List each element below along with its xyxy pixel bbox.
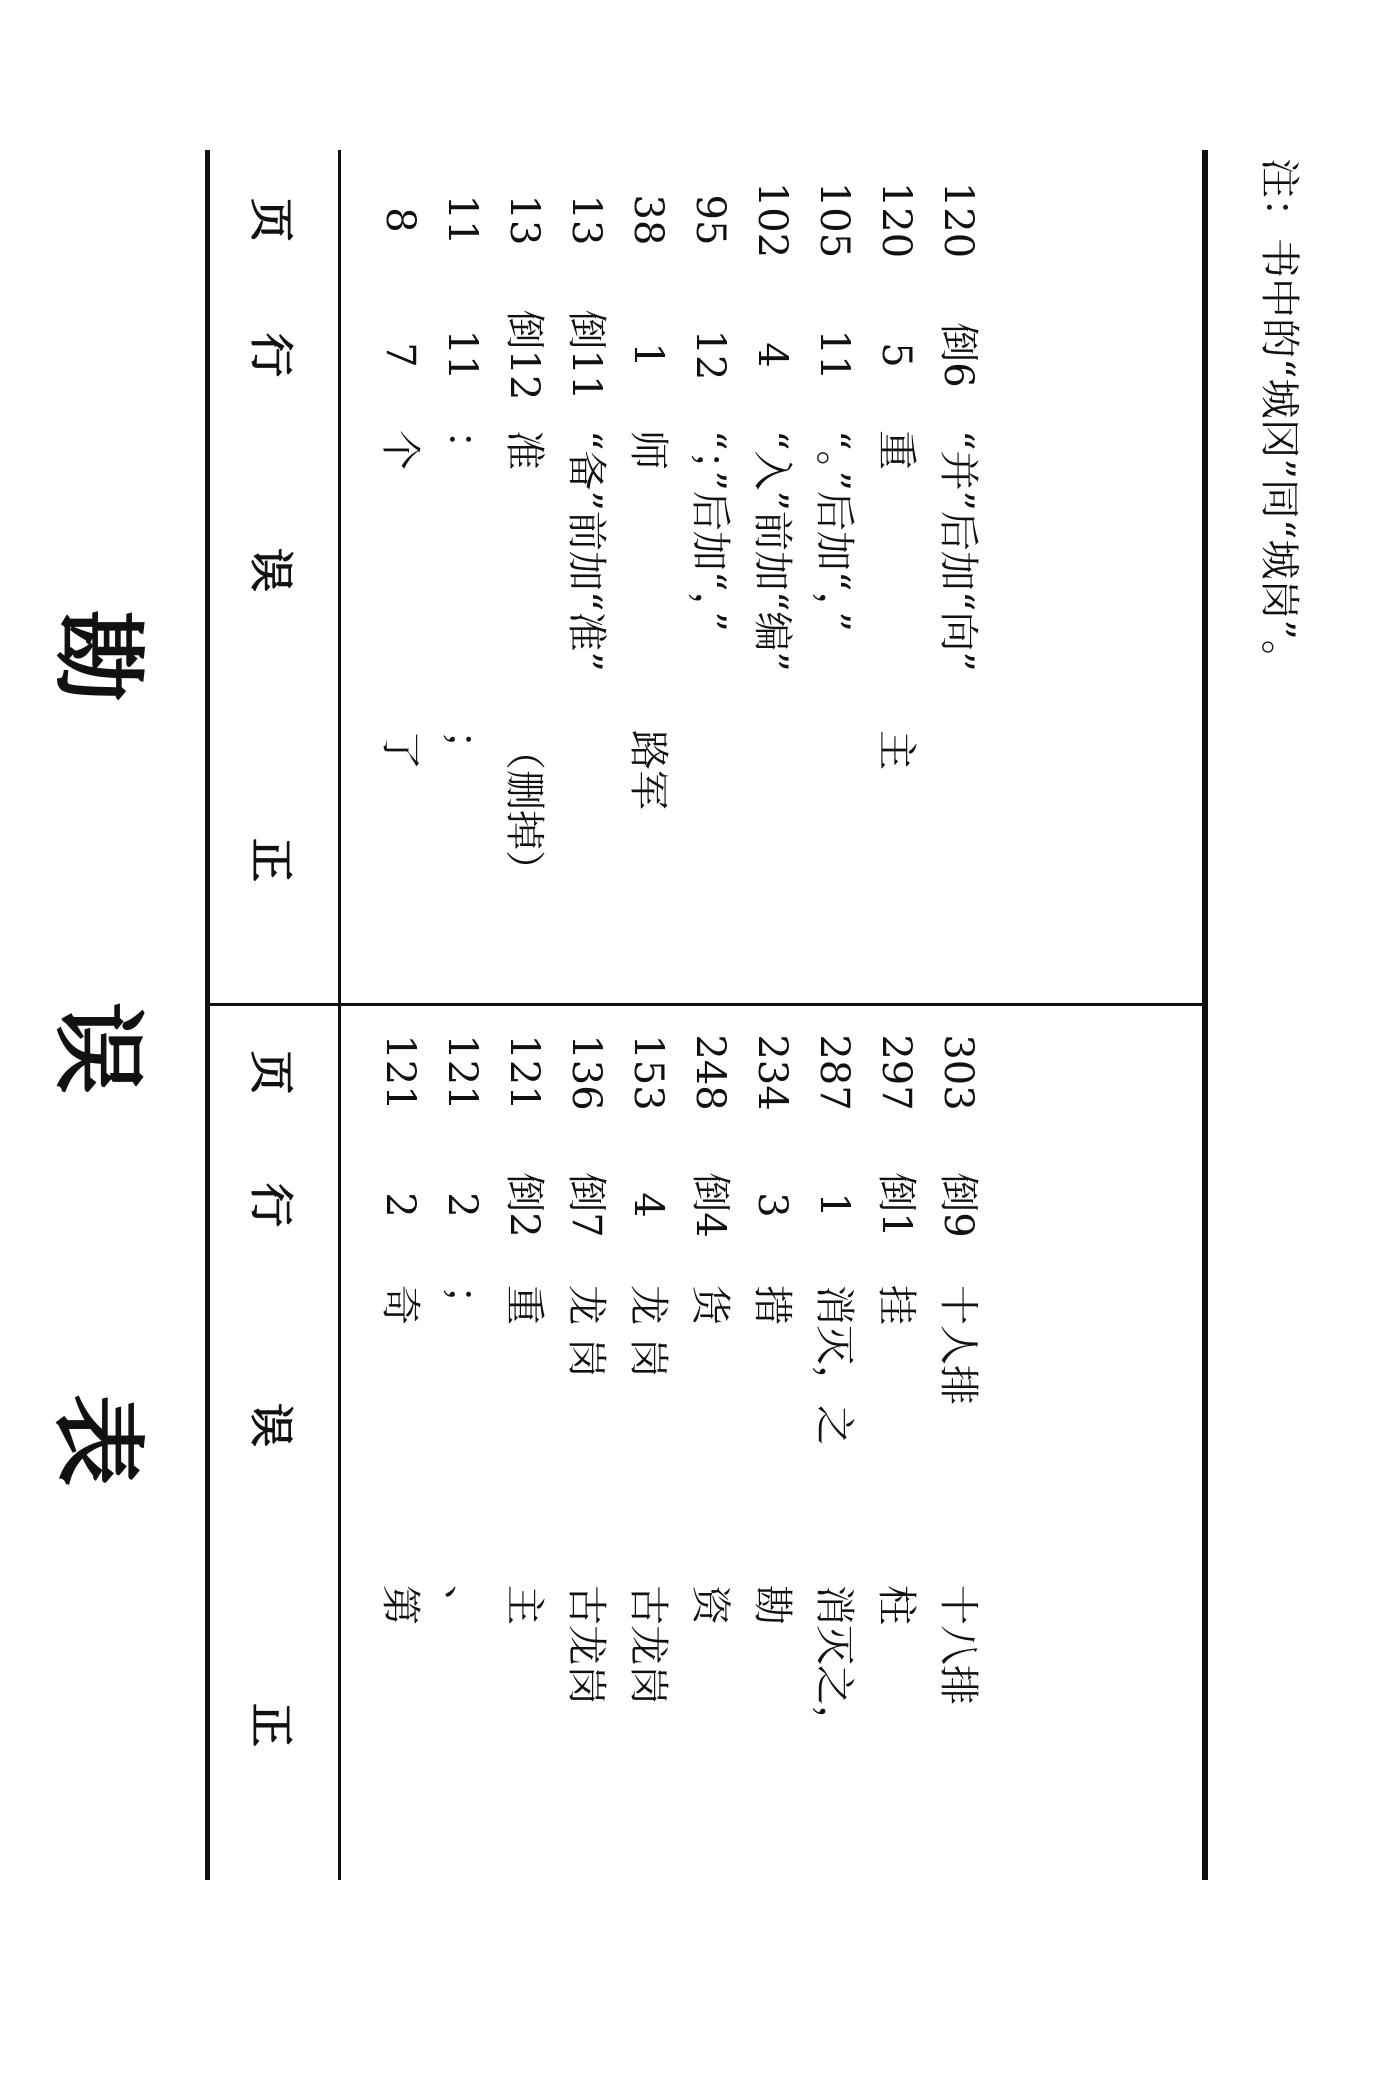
cell-line: 3 xyxy=(749,1192,795,1218)
cell-line: 2 xyxy=(377,1192,423,1218)
cell-page: 13 xyxy=(501,194,547,246)
table-rule-bottom xyxy=(1202,150,1208,1880)
cell-right: 、 xyxy=(439,1585,485,1625)
cell-right: 第 xyxy=(377,1585,423,1625)
cell-right: 柱 xyxy=(873,1585,919,1625)
cell-right: 主 xyxy=(501,1585,547,1625)
cell-wrong: 措 xyxy=(749,1285,795,1325)
column-header-line: 行 xyxy=(245,1183,296,1227)
cell-wrong: 重 xyxy=(873,430,919,470)
cell-page: 303 xyxy=(935,1034,981,1111)
title-char-2: 误 xyxy=(44,1001,152,1094)
cell-wrong: 货 xyxy=(687,1285,733,1325)
cell-wrong: “。”后加“，” xyxy=(811,430,857,632)
cell-right xyxy=(677,730,743,1000)
cell-right: 主 xyxy=(873,730,919,770)
cell-line: 倒1 xyxy=(873,1172,919,1238)
cell-line: 1 xyxy=(811,1192,857,1218)
page-title xyxy=(44,0,152,2096)
cell-page: 287 xyxy=(811,1034,857,1111)
cell-line: 1 xyxy=(625,342,671,368)
cell-line: 11 xyxy=(439,329,485,381)
cell-wrong: 重 xyxy=(501,1285,547,1325)
cell-wrong: “入”前加“编” xyxy=(749,430,795,672)
cell-page: 8 xyxy=(377,207,423,233)
cell-right xyxy=(739,730,805,1000)
cell-page: 102 xyxy=(749,181,795,259)
cell-right: 资 xyxy=(687,1585,733,1625)
cell-wrong: “并”后加“向” xyxy=(935,430,981,672)
cell-page: 38 xyxy=(625,194,671,246)
column-divider xyxy=(208,1003,1208,1006)
cell-page: 120 xyxy=(935,181,981,259)
header-rule xyxy=(338,150,341,1880)
cell-wrong: 十人排 xyxy=(935,1285,981,1405)
cell-line: 倒6 xyxy=(935,322,981,388)
column-header-right: 正 xyxy=(245,838,296,882)
cell-wrong: 挂 xyxy=(873,1285,919,1325)
cell-line: 11 xyxy=(811,329,857,381)
cell-line: 倒12 xyxy=(501,309,547,401)
cell-line: 4 xyxy=(749,342,795,368)
cell-line: 7 xyxy=(377,342,423,368)
cell-wrong: 奇 xyxy=(377,1285,423,1325)
cell-page: 234 xyxy=(749,1034,795,1111)
cell-page: 121 xyxy=(439,1034,485,1111)
cell-wrong: 个 xyxy=(377,430,423,470)
cell-page: 153 xyxy=(625,1034,671,1111)
cell-page: 11 xyxy=(439,194,485,246)
column-header-wrong: 误 xyxy=(245,548,296,592)
cell-page: 120 xyxy=(873,181,919,259)
cell-wrong: “；”后加“，” xyxy=(687,430,733,632)
column-header-wrong: 误 xyxy=(245,1403,296,1447)
column-header-line: 行 xyxy=(245,333,296,377)
cell-page: 121 xyxy=(501,1034,547,1111)
cell-page: 13 xyxy=(563,194,609,246)
cell-wrong: 师 xyxy=(625,430,671,470)
cell-right xyxy=(553,730,619,1000)
cell-line: 倒2 xyxy=(501,1172,547,1238)
cell-wrong: “备”前加“准” xyxy=(563,430,609,672)
cell-right: 古龙岗 xyxy=(625,1585,671,1705)
cell-line: 4 xyxy=(625,1192,671,1218)
cell-page: 121 xyxy=(377,1034,423,1111)
cell-right: 路军 xyxy=(625,730,671,810)
cell-line: 倒11 xyxy=(563,309,609,401)
cell-line: 倒9 xyxy=(935,1172,981,1238)
cell-right: 了 xyxy=(377,730,423,770)
cell-line: 5 xyxy=(873,342,919,368)
cell-page: 297 xyxy=(873,1034,919,1111)
cell-page: 95 xyxy=(687,194,733,246)
cell-right xyxy=(801,730,867,1000)
cell-right: 十八排 xyxy=(935,1585,981,1705)
cell-line: 倒7 xyxy=(563,1172,609,1238)
title-char-3: 表 xyxy=(44,1394,152,1487)
column-header-page: 页 xyxy=(245,198,296,242)
cell-wrong: 消灭，之 xyxy=(811,1285,857,1445)
cell-wrong: 准 xyxy=(501,430,547,470)
cell-right: 古龙岗 xyxy=(563,1585,609,1705)
column-header-right: 正 xyxy=(245,1703,296,1747)
cell-right: （删掉） xyxy=(501,730,547,890)
cell-right: ； xyxy=(439,730,485,770)
cell-page: 248 xyxy=(687,1034,733,1111)
column-header-page: 页 xyxy=(245,1050,296,1095)
footnote: 注：书中的“城冈”同“城岗”。 xyxy=(1256,158,1302,680)
title-char-1: 勘 xyxy=(44,609,152,702)
cell-right xyxy=(925,730,991,1000)
cell-line: 倒4 xyxy=(687,1172,733,1238)
cell-wrong: 龙 岗 xyxy=(563,1285,609,1378)
cell-wrong: ： xyxy=(439,430,485,470)
table-rule-top xyxy=(205,150,210,1880)
cell-page: 105 xyxy=(811,181,857,259)
cell-line: 2 xyxy=(439,1192,485,1218)
cell-wrong: 龙 岗 xyxy=(625,1285,671,1378)
cell-line: 12 xyxy=(687,329,733,381)
cell-wrong: ； xyxy=(439,1285,485,1325)
cell-page: 136 xyxy=(563,1034,609,1111)
cell-right: 勘 xyxy=(749,1585,795,1625)
cell-right: 消灭之， xyxy=(811,1585,857,1745)
